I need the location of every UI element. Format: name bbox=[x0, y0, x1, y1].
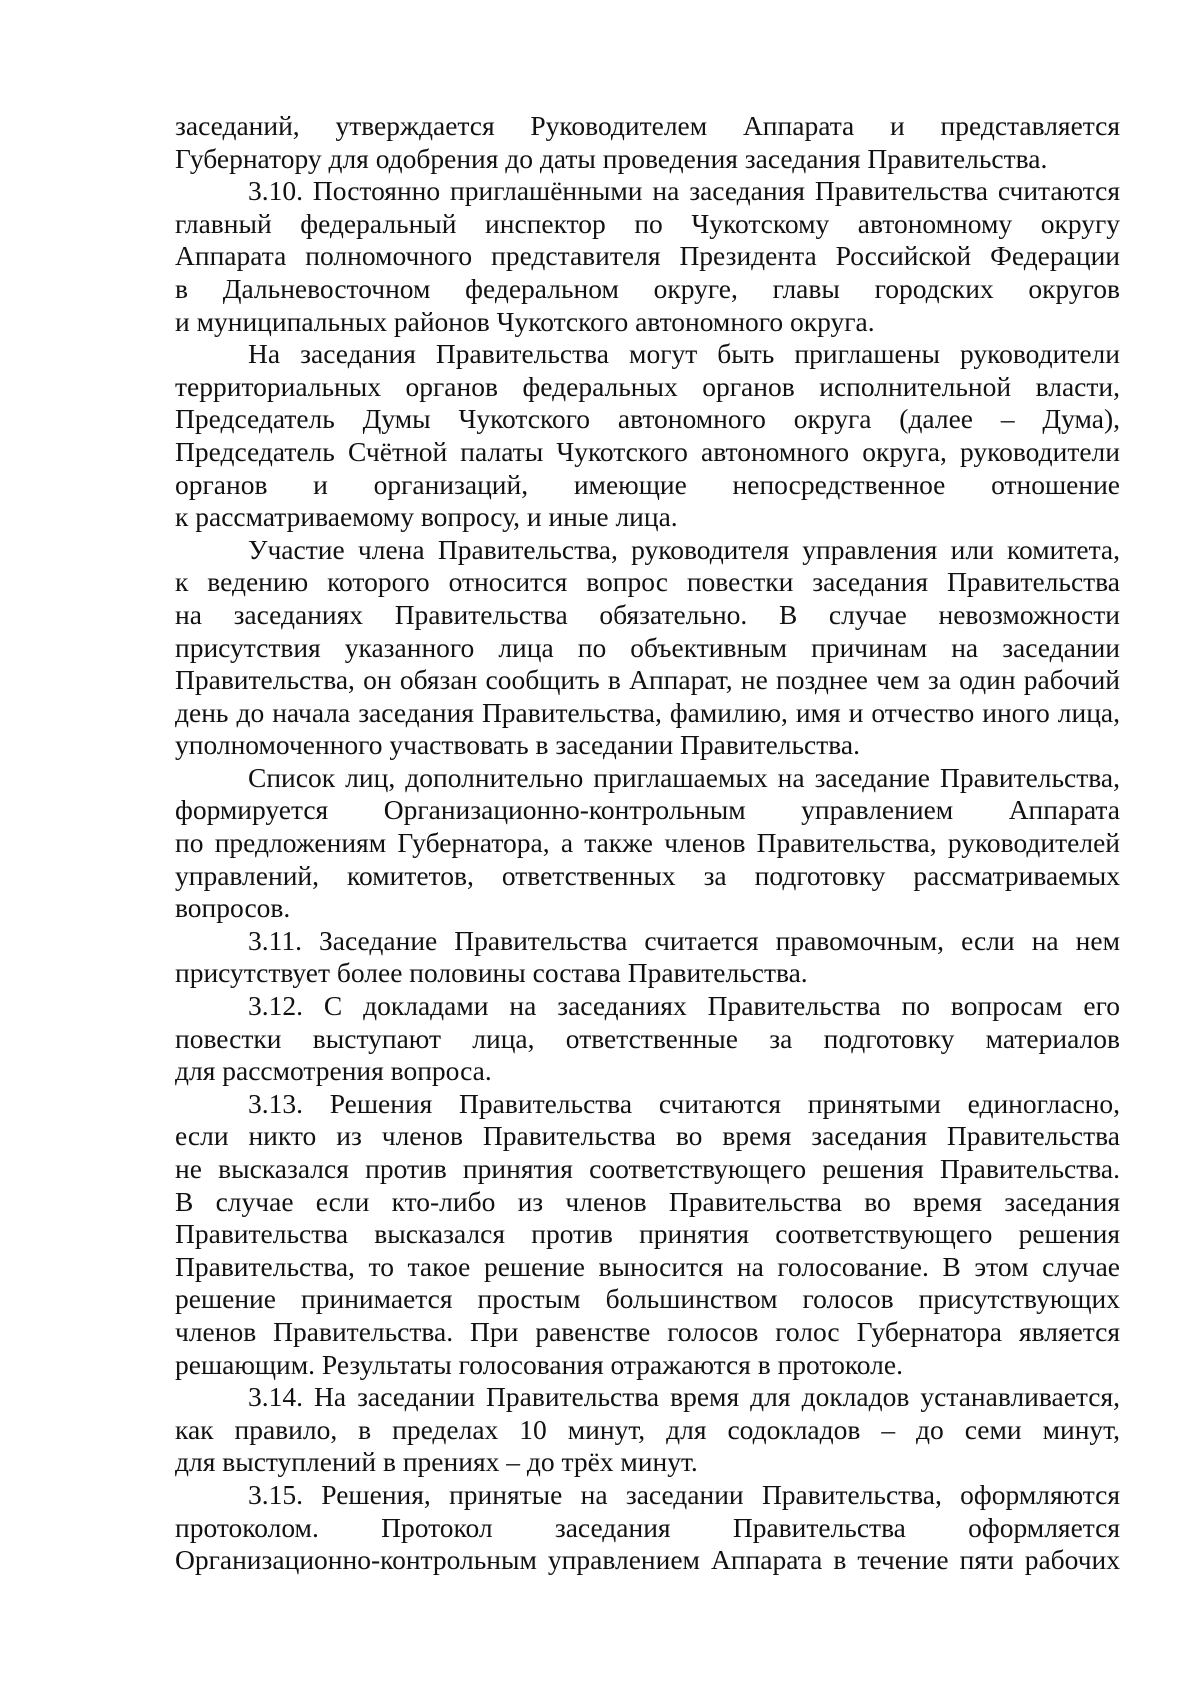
text-line: день до начала заседания Правительства, фамилию, имя и отчество иного лица, bbox=[175, 696, 1120, 728]
text-line: органов и организаций, имеющие непосредственное отношение bbox=[175, 468, 1120, 500]
text-line: Правительства, то такое решение выносится на голосование. В этом случае bbox=[175, 1250, 1120, 1282]
paragraph bbox=[175, 762, 1120, 925]
text-line: 3.13. Решения Правительства считаются принятыми единогласно, bbox=[248, 1087, 1120, 1119]
text-line: 3.14. На заседании Правительства время для докладов устанавливается, bbox=[248, 1381, 1120, 1413]
text-line: территориальных органов федеральных органов исполнительной власти, bbox=[175, 370, 1120, 402]
text-line: Список лиц, дополнительно приглашаемых на заседание Правительства, bbox=[248, 761, 1120, 793]
text-line: протоколом. Протокол заседания Правительства оформляется bbox=[175, 1511, 1120, 1543]
text-line: заседаний, утверждается Руководителем Аппарата и представляется bbox=[175, 110, 1120, 141]
text-line: для рассмотрения вопроса. bbox=[175, 1055, 492, 1087]
text-line: на заседаниях Правительства обязательно. В случае невозможности bbox=[175, 598, 1120, 630]
text-line: 3.15. Решения, принятые на заседании Правительства, оформляются bbox=[248, 1478, 1120, 1510]
text-line: Председатель Счётной палаты Чукотского автономного округа, руководители bbox=[175, 435, 1120, 467]
text-line: В случае если кто-либо из членов Правительства во время заседания bbox=[175, 1185, 1120, 1217]
text-line: 3.12. С докладами на заседаниях Правительства по вопросам его bbox=[248, 990, 1120, 1022]
document-body bbox=[175, 110, 1120, 1577]
text-line: Организационно-контрольным управлением Аппарата в течение пяти рабочих bbox=[175, 1544, 1120, 1576]
text-line: формируется Организационно-контрольным управлением Аппарата bbox=[175, 794, 1120, 826]
text-line: по предложениям Губернатора, а также членов Правительства, руководителей bbox=[175, 827, 1120, 859]
text-line: присутствия указанного лица по объективным причинам на заседании bbox=[175, 631, 1120, 663]
text-line: присутствует более половины состава Правительства. bbox=[175, 957, 808, 989]
text-line: Участие члена Правительства, руководителя управления или комитета, bbox=[248, 533, 1120, 565]
text-line: в Дальневосточном федеральном округе, главы городских округов bbox=[175, 272, 1120, 304]
paragraph bbox=[175, 338, 1120, 534]
paragraph bbox=[175, 925, 1120, 990]
text-line: к ведению которого относится вопрос повестки заседания Правительства bbox=[175, 566, 1120, 598]
text-line: как правило, в пределах 10 минут, для содокладов – до семи минут, bbox=[175, 1413, 1120, 1445]
paragraph bbox=[175, 110, 1120, 175]
text-line: 3.11. Заседание Правительства считается правомочным, если на нем bbox=[248, 924, 1120, 956]
text-line: и муниципальных районов Чукотского автономного округа. bbox=[175, 305, 875, 337]
text-line: Правительства высказался против принятия соответствующего решения bbox=[175, 1218, 1120, 1250]
paragraph bbox=[175, 1088, 1120, 1381]
text-line: Правительства, он обязан сообщить в Аппарат, не позднее чем за один рабочий bbox=[175, 664, 1120, 696]
text-line: членов Правительства. При равенстве голосов голос Губернатора является bbox=[175, 1315, 1120, 1347]
text-line: решающим. Результаты голосования отражаются в протоколе. bbox=[175, 1348, 903, 1380]
paragraph bbox=[175, 175, 1120, 338]
text-line: Председатель Думы Чукотского автономного округа (далее – Дума), bbox=[175, 403, 1120, 435]
text-line: главный федеральный инспектор по Чукотскому автономному округу bbox=[175, 207, 1120, 239]
text-line: 3.10. Постоянно приглашёнными на заседания Правительства считаются bbox=[248, 175, 1120, 207]
text-line: к рассматриваемому вопросу, и иные лица. bbox=[175, 501, 678, 533]
paragraph bbox=[175, 990, 1120, 1088]
text-line: Губернатору для одобрения до даты проведения заседания Правительства. bbox=[175, 142, 1048, 174]
text-line: решение принимается простым большинством голосов присутствующих bbox=[175, 1283, 1120, 1315]
text-line: управлений, комитетов, ответственных за подготовку рассматриваемых bbox=[175, 859, 1120, 891]
paragraph bbox=[175, 1479, 1120, 1577]
text-line: На заседания Правительства могут быть приглашены руководители bbox=[248, 338, 1120, 370]
text-line: если никто из членов Правительства во время заседания Правительства bbox=[175, 1120, 1120, 1152]
text-line: вопросов. bbox=[175, 892, 291, 924]
text-line: Аппарата полномочного представителя Президента Российской Федерации bbox=[175, 240, 1120, 272]
text-line: повестки выступают лица, ответственные за подготовку материалов bbox=[175, 1022, 1120, 1054]
text-line: не высказался против принятия соответствующего решения Правительства. bbox=[175, 1153, 1120, 1184]
paragraph bbox=[175, 534, 1120, 762]
text-line: для выступлений в прениях – до трёх минут. bbox=[175, 1446, 698, 1478]
paragraph bbox=[175, 1381, 1120, 1479]
text-line: уполномоченного участвовать в заседании Правительства. bbox=[175, 729, 860, 761]
